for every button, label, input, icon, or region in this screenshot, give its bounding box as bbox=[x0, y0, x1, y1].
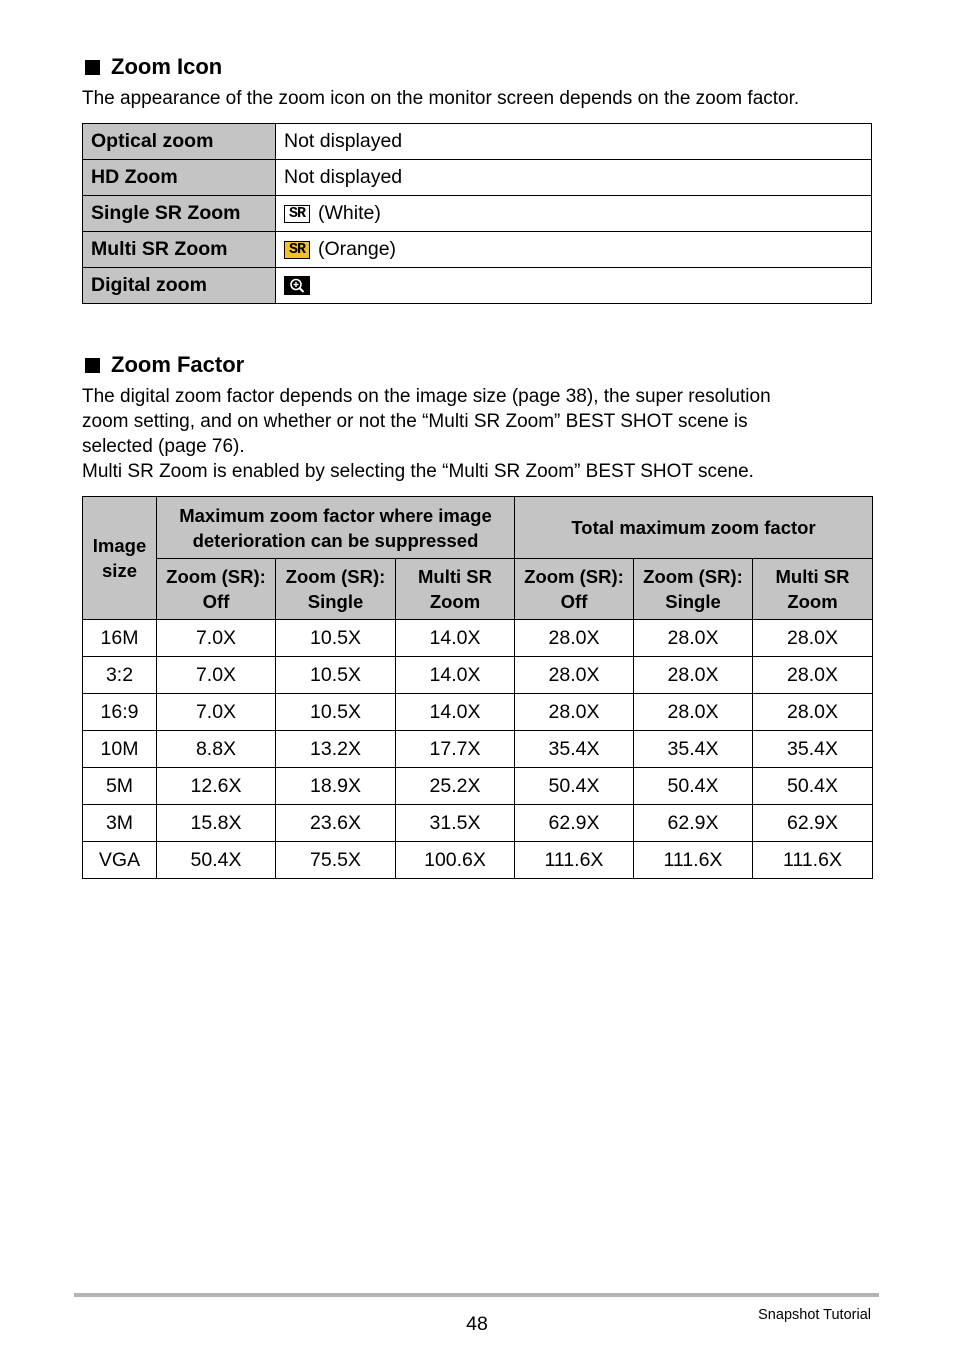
footer-divider bbox=[74, 1293, 879, 1297]
image-size-cell: 16M bbox=[83, 620, 157, 657]
zoom-icon-value bbox=[284, 166, 863, 189]
zoom-type-label: HD Zoom bbox=[83, 160, 276, 196]
zoom-factor-cell: 111.6X bbox=[634, 842, 753, 879]
zoom-factor-cell: 28.0X bbox=[515, 657, 634, 694]
zoom-icon-value-cell bbox=[276, 160, 872, 196]
table-row bbox=[83, 805, 873, 842]
sub-column-header: Zoom (SR): Single bbox=[634, 559, 753, 620]
zoom-icon-value bbox=[284, 238, 863, 261]
zoom-icon-row bbox=[83, 196, 872, 232]
zoom-factor-cell: 28.0X bbox=[515, 694, 634, 731]
zoom-icon-value-text: (White) bbox=[318, 202, 381, 224]
zoom-factor-cell: 35.4X bbox=[515, 731, 634, 768]
zoom-factor-cell: 7.0X bbox=[157, 620, 276, 657]
zoom-factor-cell: 28.0X bbox=[634, 694, 753, 731]
sub-column-header: Multi SR Zoom bbox=[396, 559, 515, 620]
zoom-factor-cell: 13.2X bbox=[276, 731, 396, 768]
zoom-factor-cell: 14.0X bbox=[396, 694, 515, 731]
sub-column-header: Zoom (SR): Off bbox=[515, 559, 634, 620]
zoom-factor-cell: 17.7X bbox=[396, 731, 515, 768]
zoom-factor-cell: 28.0X bbox=[515, 620, 634, 657]
zoom-icon-value-text: (Orange) bbox=[318, 238, 397, 260]
image-size-header: Image size bbox=[83, 497, 157, 620]
section-name: Snapshot Tutorial bbox=[758, 1307, 871, 1323]
sub-column-header: Multi SR Zoom bbox=[753, 559, 873, 620]
zoom-icon-value bbox=[284, 276, 863, 295]
sub-column-header: Zoom (SR): Single bbox=[276, 559, 396, 620]
table-row bbox=[83, 657, 873, 694]
zoom-icon-value-cell bbox=[276, 124, 872, 160]
zoom-icon-description: The appearance of the zoom icon on the monitor screen depends on the zoom factor. bbox=[82, 88, 800, 109]
zoom-factor-cell: 35.4X bbox=[634, 731, 753, 768]
zoom-factor-cell: 28.0X bbox=[753, 694, 873, 731]
page-number: 48 bbox=[466, 1313, 488, 1335]
zoom-factor-cell: 100.6X bbox=[396, 842, 515, 879]
zoom-icon-row bbox=[83, 160, 872, 196]
description-line: Multi SR Zoom is enabled by selecting the “Multi SR Zoom” BEST SHOT scene. bbox=[82, 461, 754, 482]
zoom-factor-cell: 35.4X bbox=[753, 731, 873, 768]
image-size-cell: 3:2 bbox=[83, 657, 157, 694]
square-bullet-icon bbox=[85, 60, 100, 75]
zoom-factor-cell: 31.5X bbox=[396, 805, 515, 842]
image-size-cell: VGA bbox=[83, 842, 157, 879]
zoom-icon-row bbox=[83, 268, 872, 304]
table-row bbox=[83, 768, 873, 805]
zoom-icon-value bbox=[284, 202, 863, 225]
zoom-factor-cell: 75.5X bbox=[276, 842, 396, 879]
zoom-icon-value-cell bbox=[276, 268, 872, 304]
zoom-factor-cell: 28.0X bbox=[753, 657, 873, 694]
total-max-zoom-header: Total maximum zoom factor bbox=[515, 497, 873, 559]
zoom-factor-cell: 7.0X bbox=[157, 657, 276, 694]
zoom-factor-cell: 12.6X bbox=[157, 768, 276, 805]
zoom-factor-cell: 50.4X bbox=[515, 768, 634, 805]
zoom-factor-cell: 14.0X bbox=[396, 657, 515, 694]
zoom-icon-value-cell bbox=[276, 196, 872, 232]
sr-orange-icon: SR bbox=[284, 241, 310, 259]
zoom-factor-cell: 10.5X bbox=[276, 694, 396, 731]
zoom-factor-cell: 111.6X bbox=[753, 842, 873, 879]
zoom-factor-table bbox=[82, 496, 873, 879]
table-row bbox=[83, 731, 873, 768]
zoom-factor-cell: 62.9X bbox=[634, 805, 753, 842]
zoom-factor-heading bbox=[82, 352, 244, 378]
zoom-icon-heading bbox=[82, 54, 222, 80]
zoom-factor-cell: 25.2X bbox=[396, 768, 515, 805]
zoom-icon-value-cell bbox=[276, 232, 872, 268]
description-line: selected (page 76). bbox=[82, 436, 245, 457]
square-bullet-icon bbox=[85, 358, 100, 373]
image-size-cell: 5M bbox=[83, 768, 157, 805]
zoom-factor-description bbox=[82, 384, 882, 484]
zoom-factor-cell: 10.5X bbox=[276, 657, 396, 694]
table-row bbox=[83, 620, 873, 657]
image-size-cell: 3M bbox=[83, 805, 157, 842]
zoom-factor-cell: 111.6X bbox=[515, 842, 634, 879]
digital-zoom-icon bbox=[284, 276, 310, 295]
zoom-icon-row bbox=[83, 232, 872, 268]
zoom-icon-value bbox=[284, 130, 863, 153]
zoom-factor-cell: 18.9X bbox=[276, 768, 396, 805]
description-line: zoom setting, and on whether or not the “Multi SR Zoom” BEST SHOT scene is bbox=[82, 411, 748, 432]
zoom-factor-cell: 50.4X bbox=[634, 768, 753, 805]
zoom-factor-cell: 28.0X bbox=[634, 657, 753, 694]
sr-white-icon: SR bbox=[284, 205, 310, 223]
image-size-cell: 16:9 bbox=[83, 694, 157, 731]
table-row bbox=[83, 694, 873, 731]
zoom-factor-cell: 62.9X bbox=[753, 805, 873, 842]
zoom-factor-cell: 23.6X bbox=[276, 805, 396, 842]
zoom-factor-cell: 10.5X bbox=[276, 620, 396, 657]
zoom-factor-cell: 28.0X bbox=[753, 620, 873, 657]
zoom-type-label: Optical zoom bbox=[83, 124, 276, 160]
zoom-factor-cell: 28.0X bbox=[634, 620, 753, 657]
zoom-icon-value-text: Not displayed bbox=[284, 130, 403, 152]
max-zoom-suppressed-header: Maximum zoom factor where image deterioration can be suppressed bbox=[157, 497, 515, 559]
zoom-factor-cell: 7.0X bbox=[157, 694, 276, 731]
zoom-factor-cell: 50.4X bbox=[157, 842, 276, 879]
zoom-factor-heading-text: Zoom Factor bbox=[111, 352, 245, 377]
zoom-factor-cell: 14.0X bbox=[396, 620, 515, 657]
sub-column-header: Zoom (SR): Off bbox=[157, 559, 276, 620]
zoom-factor-cell: 8.8X bbox=[157, 731, 276, 768]
table-row bbox=[83, 842, 873, 879]
zoom-type-label: Multi SR Zoom bbox=[83, 232, 276, 268]
image-size-cell: 10M bbox=[83, 731, 157, 768]
zoom-icon-value-text: Not displayed bbox=[284, 166, 403, 188]
zoom-type-label: Single SR Zoom bbox=[83, 196, 276, 232]
zoom-icon-table bbox=[82, 123, 872, 304]
zoom-icon-heading-text: Zoom Icon bbox=[111, 54, 223, 79]
zoom-factor-cell: 15.8X bbox=[157, 805, 276, 842]
description-line: The digital zoom factor depends on the image size (page 38), the super resolution bbox=[82, 386, 771, 407]
zoom-type-label: Digital zoom bbox=[83, 268, 276, 304]
zoom-icon-row bbox=[83, 124, 872, 160]
zoom-factor-cell: 62.9X bbox=[515, 805, 634, 842]
zoom-factor-cell: 50.4X bbox=[753, 768, 873, 805]
